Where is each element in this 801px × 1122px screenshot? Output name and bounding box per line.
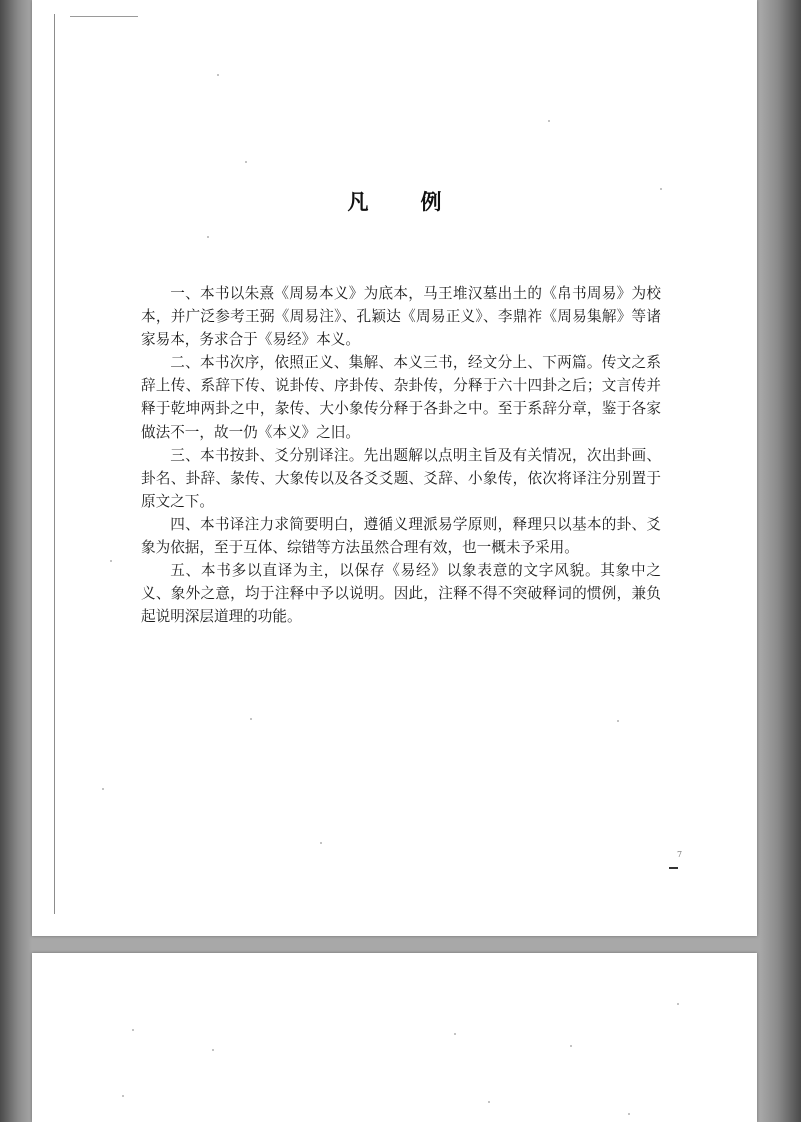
scan-speck [320,842,322,844]
body-text [141,282,661,628]
scan-speck [132,1029,134,1031]
scan-speck [245,161,247,163]
paragraph-4: 四、本书译注力求简要明白，遵循义理派易学原则，释理只以基本的卦、爻象为依据，至于互体、综错等方法虽然合理有效，也一概未予采用。 [141,515,661,557]
scan-speck [488,1101,490,1103]
paragraph-2: 二、本书次序，依照正义、集解、本义三书，经文分上、下两篇。传文之系辞上传、系辞下传、说卦传、序卦传、杂卦传，分释于六十四卦之后；文言传并释于乾坤两卦之中，彖传、大小象传分释于各卦之中。至于系辞分章，鉴于各家做法不一，故一仍《本义》之旧。 [141,354,661,441]
scan-speck [110,560,112,562]
page-number: 7 [677,850,683,859]
scan-speck [212,1049,214,1051]
scan-speck [570,1045,572,1047]
paragraph-3: 三、本书按卦、爻分别译注。先出题解以点明主旨及有关情况，次出卦画、卦名、卦辞、彖传、大象传以及各爻爻题、爻辞、小象传，依次将译注分别置于原文之下。 [141,446,661,510]
scan-speck [454,1033,456,1035]
paragraph-1: 一、本书以朱熹《周易本义》为底本，马王堆汉墓出土的《帛书周易》为校本，并广泛参考王弼《周易注》、孔颖达《周易正义》、李鼎祚《周易集解》等诸家易本，务求合于《易经》本义。 [141,285,661,349]
header-rule [70,16,138,17]
paragraph-5: 五、本书多以直译为主，以保存《易经》以象表意的文字风貌。其象中之义、象外之意，均于注释中予以说明。因此，注释不得不突破释词的惯例，兼负起说明深层道理的功能。 [141,562,661,626]
document-page [32,0,757,936]
scan-speck [617,720,619,722]
scan-speck [217,74,219,76]
scan-speck [660,188,662,190]
scan-speck [548,120,550,122]
margin-line [54,14,55,914]
scan-speck [122,1095,124,1097]
scan-speck [677,1003,679,1005]
scan-speck [250,718,252,720]
scan-speck [102,788,104,790]
page-number-mark [669,867,678,869]
next-document-page [32,953,757,1122]
scan-speck [207,236,209,238]
scan-speck [628,1113,630,1115]
page-title: 凡例 [347,189,494,214]
